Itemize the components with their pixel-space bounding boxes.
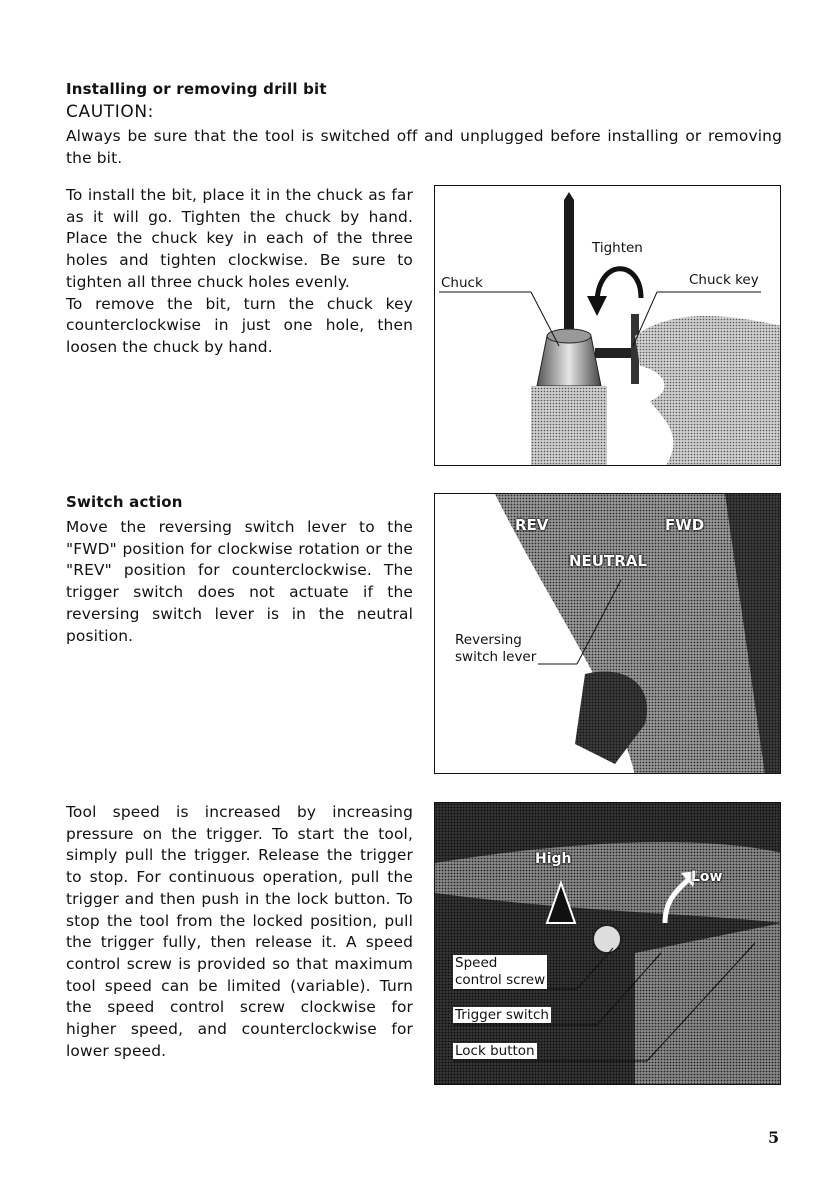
- install-paragraph: To install the bit, place it in the chuck as far as it will go. Tighten the chuck by hand. Place the chuck key in each of the three holes and tighten clockwise. Be sure to tighten all three chuck holes evenly.: [66, 186, 413, 291]
- hand: [635, 316, 781, 466]
- remove-paragraph: To remove the bit, turn the chuck key counterclockwise in just one hole, then loosen the chuck by hand.: [66, 294, 413, 356]
- drill-bit: [564, 200, 574, 350]
- speed-control-text: Tool speed is increased by increasing pressure on the trigger. To start the tool, simply pull the trigger. Release the trigger to stop. For continuous operation, pull the trigger and then push in the lock button. To stop the tool from the locked position, pull the trigger fully, then release it. A speed control screw is provided so that maximum tool speed can be limited (variable). Turn the speed control screw clockwise for higher speed, and counterclockwise for lower speed.: [66, 803, 413, 1060]
- chuck-illustration: [435, 186, 781, 466]
- speed-control-screw: [593, 925, 621, 953]
- label-reversing-switch-lever: Reversing switch lever: [455, 632, 537, 665]
- label-high: High: [535, 851, 572, 867]
- label-low: Low: [691, 869, 723, 885]
- label-speed-control-screw: Speed control screw: [455, 955, 546, 988]
- label-rev: REV: [515, 516, 549, 534]
- figure-chuck-key: [434, 185, 781, 466]
- drill-housing: [531, 386, 607, 466]
- figure-reversing-switch: [434, 493, 781, 774]
- label-fwd: FWD: [665, 516, 705, 534]
- label-lock-button: Lock button: [455, 1043, 535, 1059]
- label-chuck: Chuck: [441, 275, 483, 291]
- caution-text: Always be sure that the tool is switched off and unplugged before installing or removing the bit.: [66, 127, 782, 167]
- label-neutral: NEUTRAL: [569, 552, 647, 570]
- section-heading-drill-bit: Installing or removing drill bit: [66, 80, 327, 98]
- page-number: 5: [768, 1128, 780, 1147]
- figure-speed-control: [434, 802, 781, 1085]
- caution-label: CAUTION:: [66, 102, 154, 122]
- install-instructions: [66, 185, 413, 359]
- label-tighten: Tighten: [592, 240, 643, 256]
- label-chuck-key: Chuck key: [689, 272, 759, 288]
- section-heading-switch-action: Switch action: [66, 493, 183, 511]
- switch-action-text: Move the reversing switch lever to the "FWD" position for clockwise rotation or the "REV" position for counterclockwise. The trigger switch does not actuate if the reversing switch lever is in the neutral position.: [66, 518, 413, 645]
- label-trigger-switch: Trigger switch: [455, 1007, 549, 1023]
